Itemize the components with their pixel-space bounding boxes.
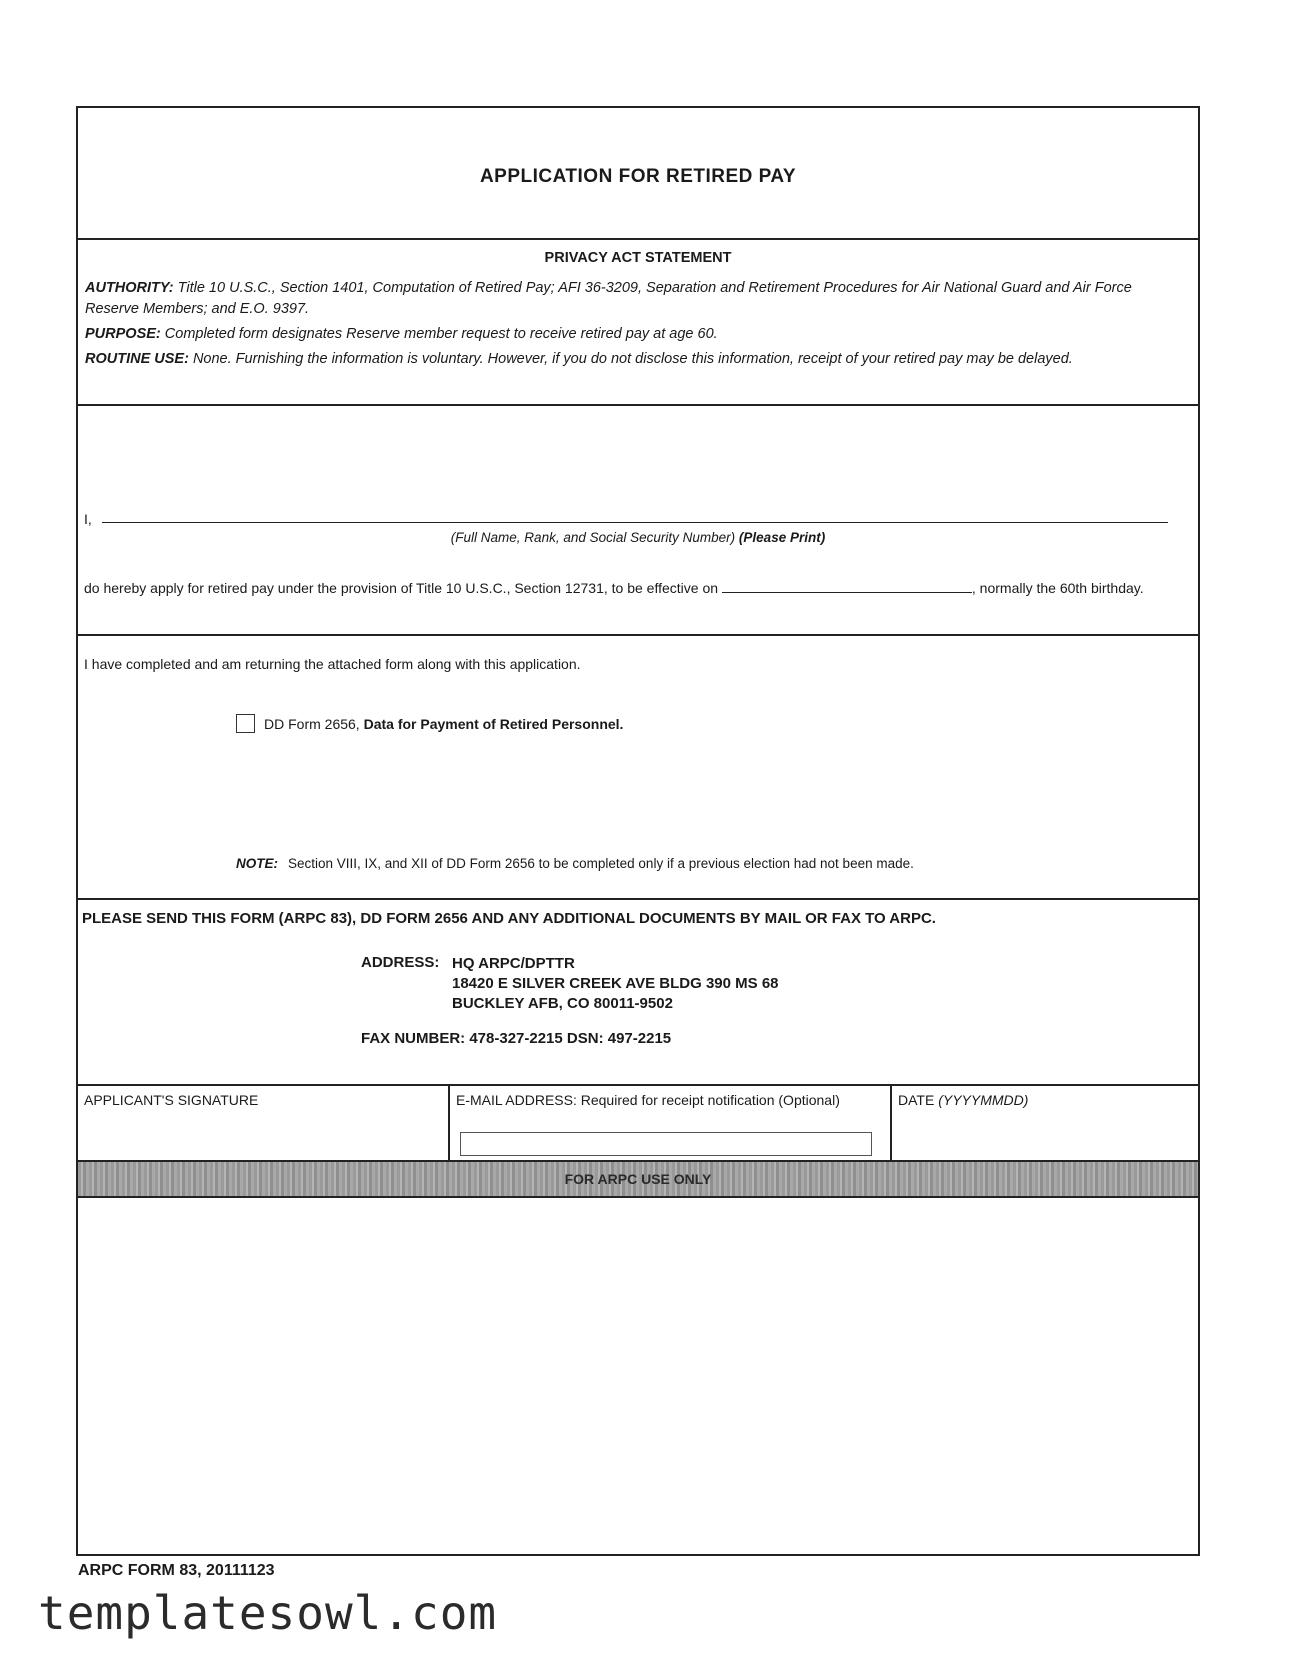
address-block — [452, 954, 779, 1014]
form-id: ARPC FORM 83, 20111123 — [78, 1562, 275, 1579]
address-label: ADDRESS: — [361, 954, 440, 971]
title-section — [78, 108, 1198, 240]
form-title: APPLICATION FOR RETIRED PAY — [479, 166, 797, 187]
signature-section — [78, 1086, 1198, 1162]
full-name-field[interactable] — [102, 522, 1168, 523]
authority-paragraph — [85, 278, 1198, 320]
routine-use-text: None. Furnishing the information is voluntary. However, if you do not disclose this information, receipt of your retired pay may be delayed. — [192, 351, 1073, 367]
authority-label: AUTHORITY: — [85, 280, 174, 296]
email-input[interactable] — [460, 1132, 872, 1156]
checkbox-label: DD Form 2656, — [264, 715, 360, 732]
address-line-1: HQ ARPC/DPTTR — [452, 955, 575, 972]
privacy-act-section — [78, 240, 1198, 406]
attachment-text: I have completed and am returning the attached form along with this application. — [84, 656, 581, 672]
attachment-section — [78, 636, 1198, 900]
address-line-3: BUCKLEY AFB, CO 80011-9502 — [452, 995, 673, 1012]
dd-form-2656-option[interactable] — [236, 714, 623, 733]
mail-instruction: PLEASE SEND THIS FORM (ARPC 83), DD FORM 2656 AND ANY ADDITIONAL DOCUMENTS BY MAIL OR FAX TO ARPC. — [82, 910, 936, 927]
note-label: NOTE: — [236, 856, 278, 871]
signature-label: APPLICANT'S SIGNATURE — [84, 1092, 259, 1108]
authority-text: Title 10 U.S.C., Section 1401, Computation of Retired Pay; AFI 36-3209, Separation and Retirement Procedures for Air National Guard and Air Force Reserve Members; and E.O. 9397. — [85, 280, 1132, 317]
name-caption — [78, 530, 1198, 545]
date-label-wrap — [898, 1092, 1028, 1108]
purpose-text: Completed form designates Reserve member request to receive retired pay at age 60. — [164, 326, 718, 342]
fax-number: FAX NUMBER: 478-327-2215 DSN: 497-2215 — [361, 1030, 672, 1047]
checkbox-label-bold: Data for Payment of Retired Personnel. — [363, 715, 624, 732]
i-label: I, — [84, 511, 92, 527]
retired-pay-form — [76, 106, 1200, 1556]
effective-date-field[interactable] — [722, 578, 972, 593]
purpose-paragraph — [85, 324, 1198, 345]
apply-statement — [84, 578, 1158, 599]
arpc-use-only-bar: FOR ARPC USE ONLY — [78, 1162, 1198, 1198]
privacy-heading: PRIVACY ACT STATEMENT — [544, 250, 732, 266]
email-label: E-MAIL ADDRESS: Required for receipt notification (Optional) — [456, 1092, 840, 1108]
date-cell[interactable] — [892, 1086, 1198, 1160]
dd-form-2656-checkbox[interactable] — [236, 714, 255, 733]
routine-use-paragraph — [85, 349, 1198, 370]
mailing-section — [78, 900, 1198, 1086]
date-label: DATE — [898, 1092, 935, 1108]
date-format: (YYYYMMDD) — [938, 1092, 1029, 1108]
please-print-label: (Please Print) — [738, 530, 826, 545]
signature-cell[interactable] — [78, 1086, 450, 1160]
apply-text-before: do hereby apply for retired pay under the provision of Title 10 U.S.C., Section 12731, to be effective on — [84, 580, 719, 596]
purpose-label: PURPOSE: — [85, 326, 161, 342]
routine-use-label: ROUTINE USE: — [85, 351, 189, 367]
email-cell — [450, 1086, 892, 1160]
apply-text-after: , normally the 60th birthday. — [971, 580, 1144, 596]
note-text: Section VIII, IX, and XII of DD Form 2656 to be completed only if a previous election had not been made. — [288, 856, 914, 871]
address-line-2: 18420 E SILVER CREEK AVE BLDG 390 MS 68 — [452, 975, 779, 992]
note — [236, 856, 914, 871]
watermark: templatesowl.com — [38, 1586, 498, 1640]
application-section — [78, 406, 1198, 636]
name-caption-text: (Full Name, Rank, and Social Security Number) — [450, 530, 736, 545]
